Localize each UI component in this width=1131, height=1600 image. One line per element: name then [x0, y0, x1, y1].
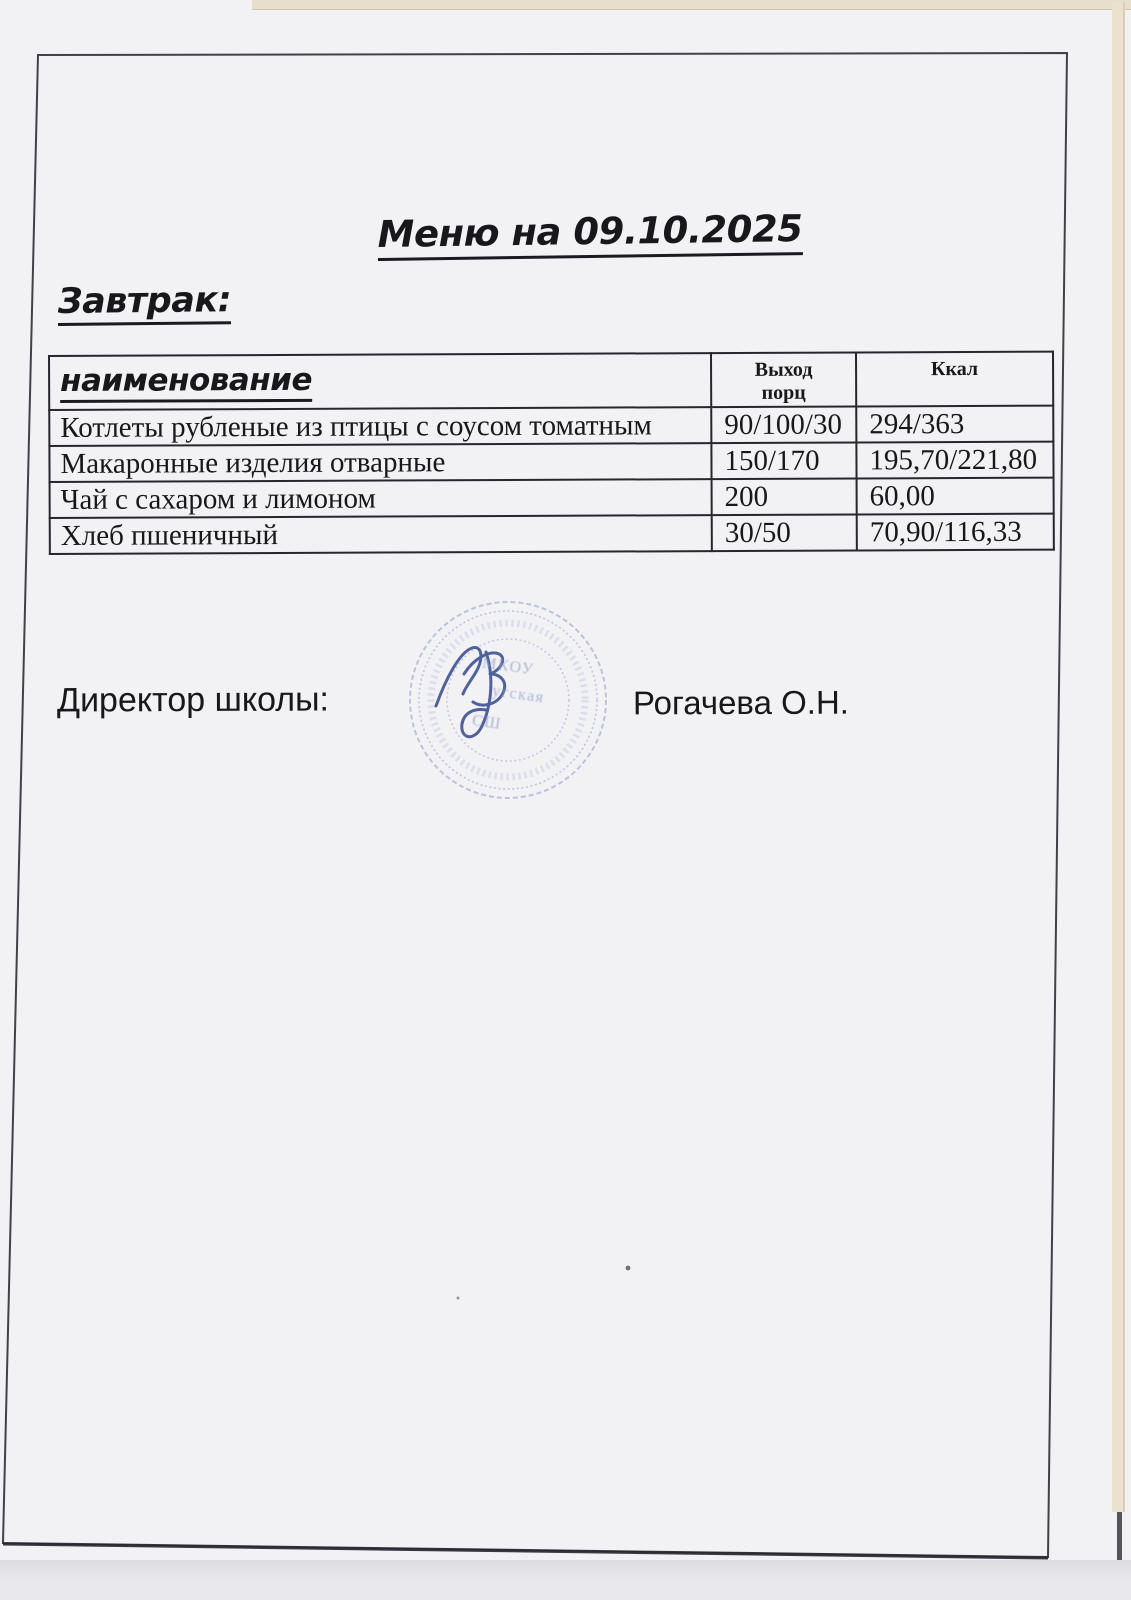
dish-portion: 90/100/30 [711, 406, 856, 443]
stamp-text-line: СШ [471, 712, 503, 733]
scan-speck [626, 1266, 631, 1271]
dish-name: Чай с сахаром и лимоном [50, 479, 712, 518]
section-heading-breakfast: Завтрак: [58, 280, 232, 326]
table-row [50, 478, 1054, 518]
round-stamp [406, 594, 610, 810]
table-row [49, 442, 1053, 482]
dish-portion: 200 [712, 478, 857, 515]
dish-portion: 30/50 [712, 514, 857, 551]
column-header-kcal: Ккал [856, 352, 1053, 407]
column-header-name: наименование [49, 353, 711, 410]
paper-top-edge [252, 0, 1131, 10]
table-row [49, 406, 1053, 446]
dish-kcal: 195,70/221,80 [856, 442, 1053, 479]
dish-name: Макаронные изделия отварные [49, 443, 711, 482]
director-name: Рогачева О.Н. [632, 683, 849, 722]
dish-name: Котлеты рубленые из птицы с соусом томатным [49, 407, 711, 446]
dish-name: Хлеб пшеничный [50, 515, 712, 554]
dish-kcal: 70,90/116,33 [857, 514, 1054, 551]
page-title: Меню на 09.10.2025 [377, 207, 802, 261]
dish-portion: 150/170 [711, 442, 856, 479]
column-header-portion: Выход порц [711, 352, 856, 407]
scan-speck [457, 1297, 460, 1300]
director-label: Директор школы: [56, 680, 330, 720]
stamp-text-line: угская [491, 682, 546, 707]
menu-table [48, 351, 1055, 555]
dish-kcal: 294/363 [856, 406, 1053, 443]
dish-kcal: 60,00 [857, 478, 1054, 515]
paper-right-edge [1112, 2, 1125, 1512]
table-row [50, 514, 1054, 554]
table-header-row [49, 352, 1053, 410]
paper-bottom-shadow [0, 1560, 1131, 1600]
stamp-text-line: МКОУ [481, 654, 536, 679]
